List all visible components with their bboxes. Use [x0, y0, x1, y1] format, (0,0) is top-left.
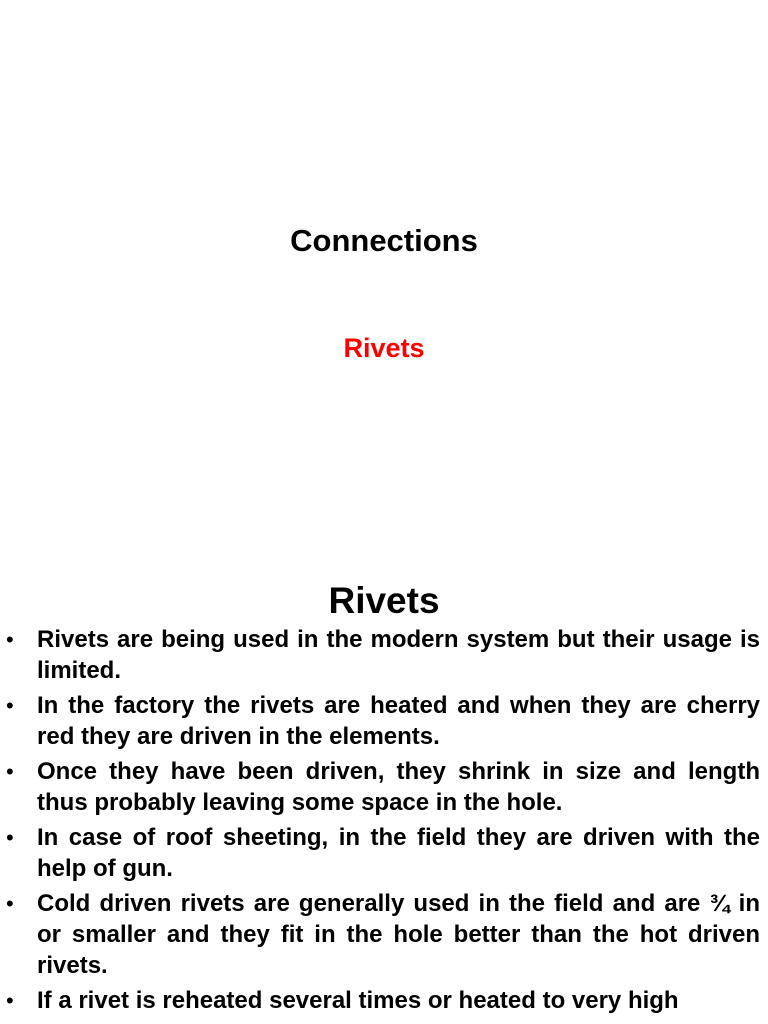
bullet-list — [0, 624, 768, 1020]
bullet-text: Rivets are being used in the modern system but their usage is limited. — [37, 626, 760, 684]
bullet-item — [0, 756, 768, 818]
bullet-item — [0, 888, 768, 981]
slide-subtitle: Rivets — [343, 333, 425, 363]
bullet-item — [0, 985, 768, 1016]
bullet-icon: • — [6, 825, 14, 850]
bullet-text: In the factory the rivets are heated and when they are cherry red they are driven in the elements. — [37, 692, 760, 750]
bullet-icon: • — [6, 891, 14, 916]
bullet-text: If a rivet is reheated several times or heated to very high — [37, 987, 679, 1014]
bullet-icon: • — [6, 988, 14, 1013]
bullet-text: Once they have been driven, they shrink in size and length thus probably leaving some space in the hole. — [37, 758, 760, 816]
bullet-item — [0, 690, 768, 752]
bullet-text: In case of roof sheeting, in the field they are driven with the help of gun. — [37, 824, 760, 882]
bullet-icon: • — [6, 693, 14, 718]
bullet-text: Cold driven rivets are generally used in the field and are ¾ in or smaller and they fit in the hole better than the hot driven rivets. — [37, 890, 760, 979]
bullet-item — [0, 624, 768, 686]
content-heading: Rivets — [328, 580, 440, 621]
bullet-icon: • — [6, 627, 14, 652]
content-slide — [0, 565, 768, 1024]
bullet-icon: • — [6, 759, 14, 784]
slide-title: Connections — [290, 223, 478, 258]
bullet-item — [0, 822, 768, 884]
